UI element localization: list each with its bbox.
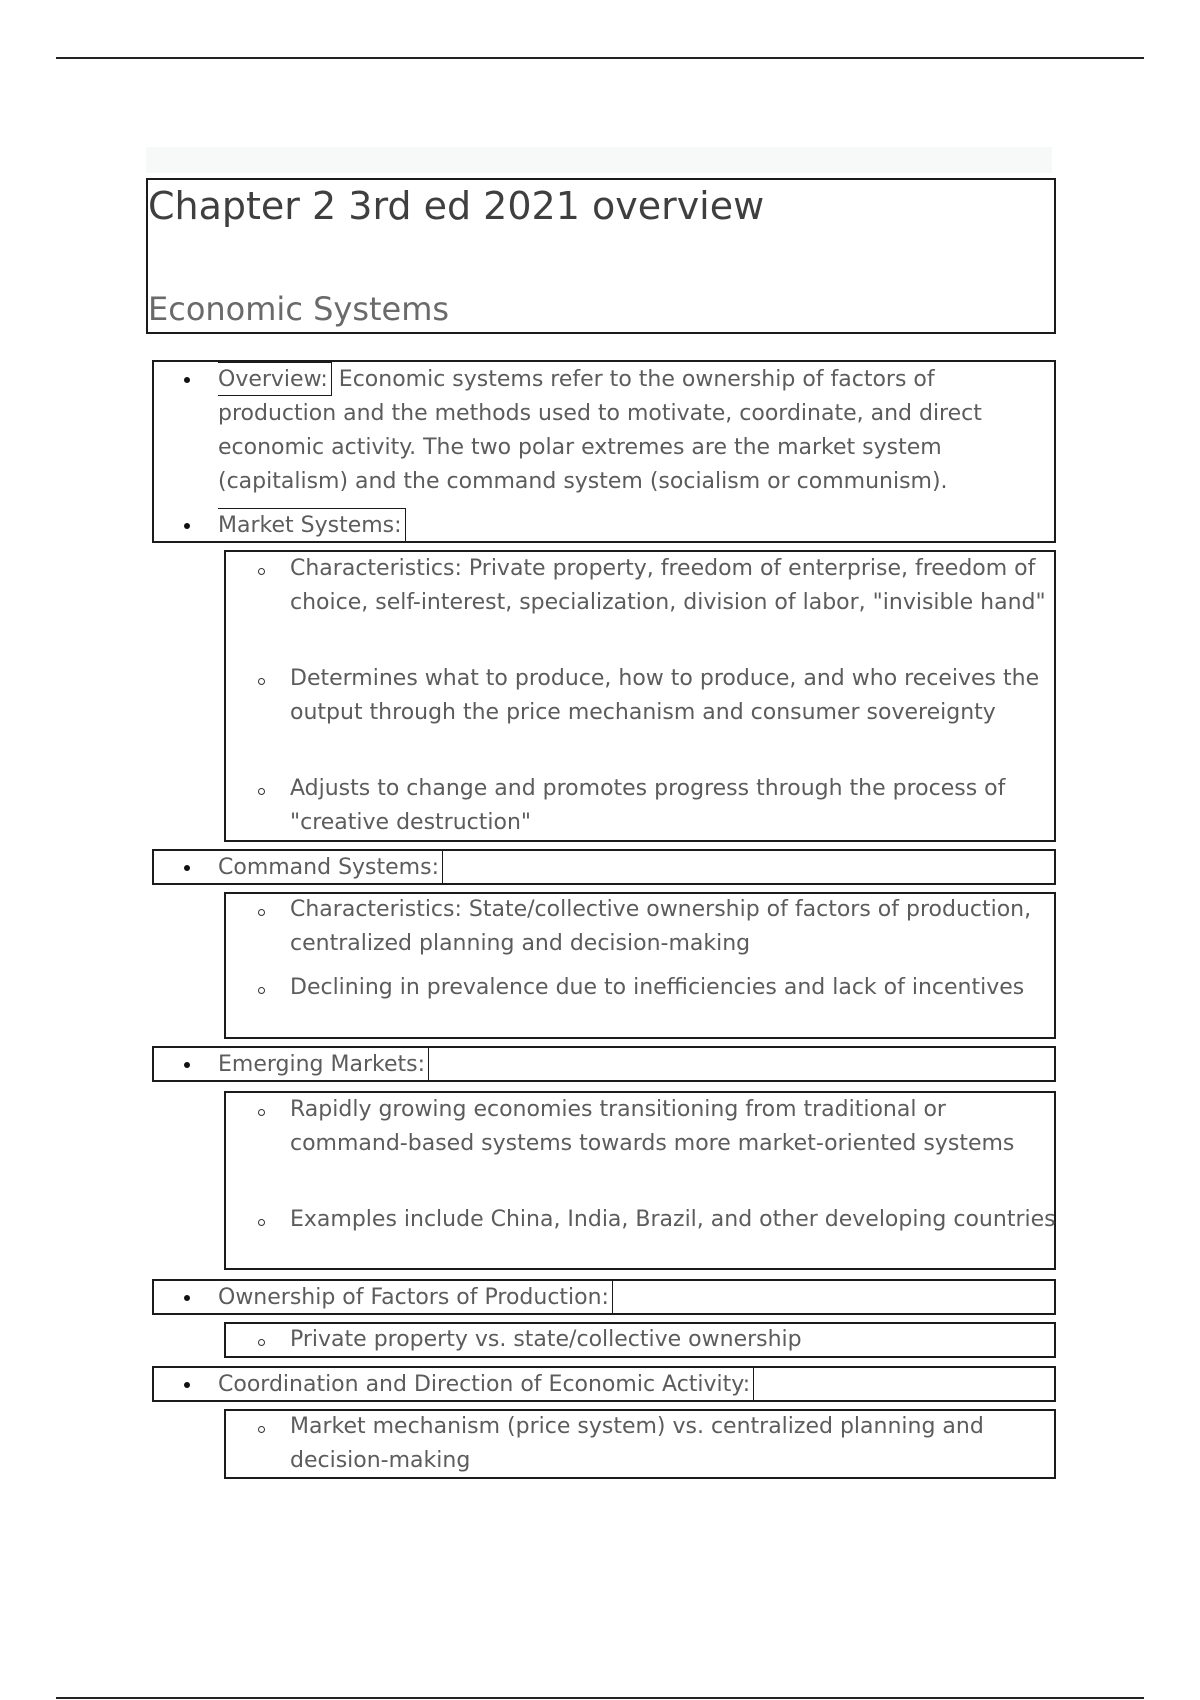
circle-bullet-icon	[258, 568, 265, 575]
sub-item	[290, 1410, 1056, 1478]
bullet-icon	[184, 1062, 190, 1068]
header-rule	[56, 57, 1144, 59]
sub-item-text: Declining in prevalence due to inefficiencies and lack of incentives	[290, 975, 1025, 1000]
item-label: Market Systems:	[218, 508, 406, 542]
sub-item-text: Market mechanism (price system) vs. centralized planning and decision-making	[290, 1414, 984, 1473]
list-item-ownership	[218, 1280, 1056, 1315]
footer-rule	[56, 1697, 1144, 1699]
sub-item	[290, 1323, 1056, 1357]
sub-item	[290, 1203, 1056, 1237]
item-text: Economic systems refer to the ownership of factors of production and the methods used to motivate, coordinate, and direct economic activity. The two polar extremes are the market system (capitalism) and the command system (socialism or communism).	[218, 367, 982, 494]
page-title: Chapter 2 3rd ed 2021 overview	[148, 184, 765, 228]
circle-bullet-icon	[258, 987, 265, 994]
item-label: Ownership of Factors of Production:	[218, 1280, 613, 1314]
bullet-icon	[184, 1295, 190, 1301]
bullet-icon	[184, 523, 190, 529]
circle-bullet-icon	[258, 1219, 265, 1226]
header-shading	[146, 147, 1052, 173]
circle-bullet-icon	[258, 788, 265, 795]
section-title: Economic Systems	[148, 290, 450, 328]
title-block	[146, 178, 1056, 334]
list-item-market-systems	[218, 508, 1056, 543]
bullet-icon	[184, 1382, 190, 1388]
circle-bullet-icon	[258, 678, 265, 685]
sub-item	[290, 772, 1056, 840]
circle-bullet-icon	[258, 1339, 265, 1346]
circle-bullet-icon	[258, 909, 265, 916]
sub-item-text: Characteristics: State/collective ownership of factors of production, centralized planning and decision-making	[290, 897, 1032, 956]
bullet-icon	[184, 865, 190, 871]
sub-item-text: Examples include China, India, Brazil, and other developing countries	[290, 1207, 1056, 1232]
item-label: Coordination and Direction of Economic Activity:	[218, 1367, 754, 1401]
circle-bullet-icon	[258, 1426, 265, 1433]
sub-item-text: Characteristics: Private property, freedom of enterprise, freedom of choice, self-interest, specialization, division of labor, "invisible hand"	[290, 556, 1046, 615]
sub-item-text: Rapidly growing economies transitioning from traditional or command-based systems towards more market-oriented systems	[290, 1097, 1015, 1156]
list-item-overview	[218, 362, 1056, 499]
item-label: Emerging Markets:	[218, 1047, 429, 1081]
list-item-emerging-markets	[218, 1047, 1056, 1082]
sub-item	[290, 893, 1056, 961]
bullet-icon	[184, 377, 190, 383]
sub-item	[290, 662, 1056, 730]
item-label: Overview:	[218, 362, 332, 396]
sub-item	[290, 971, 1056, 1005]
list-item-command-systems	[218, 850, 1056, 885]
item-label: Command Systems:	[218, 850, 443, 884]
sub-item-text: Adjusts to change and promotes progress through the process of "creative destruction"	[290, 776, 1006, 835]
sub-item-text: Determines what to produce, how to produce, and who receives the output through the price mechanism and consumer sovereignty	[290, 666, 1040, 725]
list-item-coordination	[218, 1367, 1056, 1402]
circle-bullet-icon	[258, 1109, 265, 1116]
sub-item-text: Private property vs. state/collective ownership	[290, 1327, 802, 1352]
sub-item	[290, 552, 1056, 620]
sub-item	[290, 1093, 1056, 1161]
